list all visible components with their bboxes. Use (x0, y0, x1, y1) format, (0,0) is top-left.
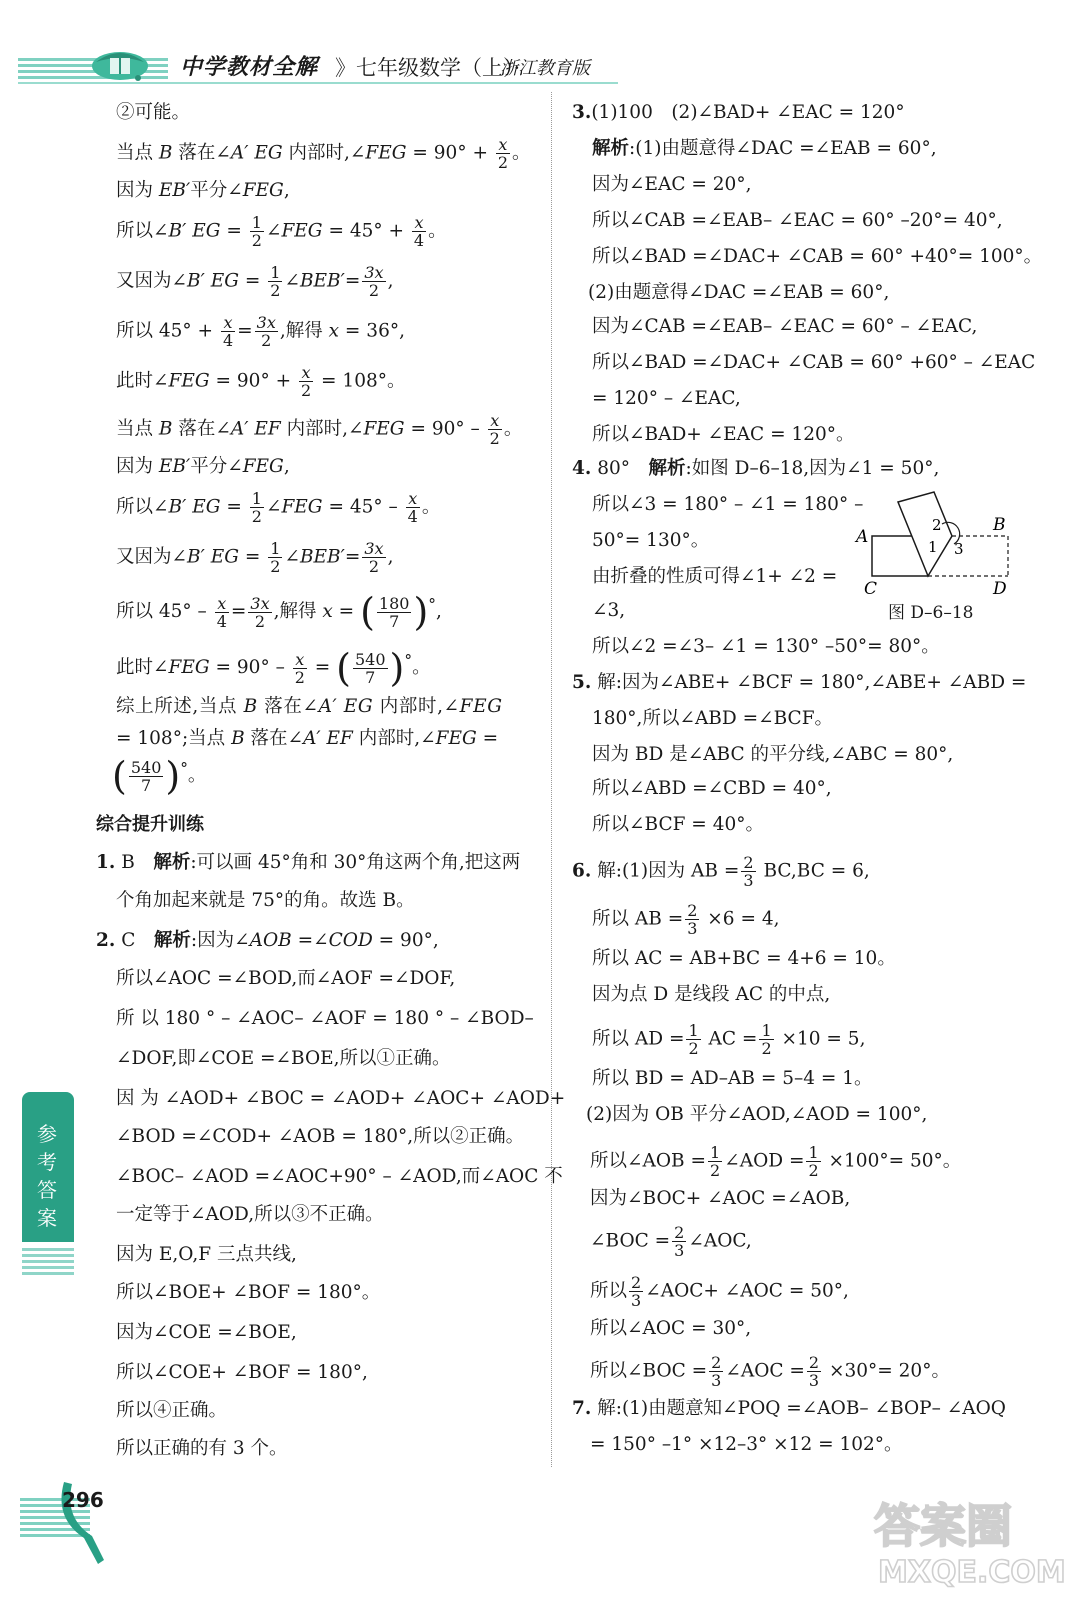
text-line: (2)由题意得∠DAC =∠EAB = 60°, (588, 282, 890, 303)
fraction: $\frac{2}{3}$ (631, 1273, 642, 1310)
fraction: $\frac{2}{3}$ (743, 853, 754, 890)
figure-caption: 图 D–6–18 (888, 603, 974, 623)
text-line: ∠BOC = $\frac{2}{3}$ ∠AOC, (590, 1223, 752, 1260)
fraction: $\frac{3x}{2}$ (364, 539, 384, 576)
watermark-logo (860, 1490, 1070, 1590)
text-line: 因为∠BOC+ ∠AOC =∠AOB, (590, 1188, 851, 1209)
text-line: 所以∠3 = 180° – ∠1 = 180° – (592, 494, 864, 515)
fraction: $\frac{1}{2}$ (251, 489, 262, 526)
fraction: $\frac{3x}{2}$ (250, 593, 270, 631)
fraction: $\frac{540}{7}$ (130, 757, 162, 795)
text-line: ∠BOC– ∠AOD =∠AOC+90° – ∠AOD,而∠AOC 不 (116, 1166, 563, 1187)
fraction: $\frac{x}{2}$ (497, 135, 509, 172)
text-line: ( $\frac{540}{7}$ )°。 (112, 754, 207, 799)
text-line: 因 为 ∠AOD+ ∠BOC = ∠AOD+ ∠AOC+ ∠AOD+ (116, 1088, 566, 1109)
label-B: B (993, 515, 1006, 535)
fraction: $\frac{x}{4}$ (222, 313, 234, 350)
text-line: 由折叠的性质可得∠1+ ∠2 = (592, 566, 838, 587)
label-C: C (864, 579, 878, 599)
fraction: $\frac{2}{3}$ (711, 1353, 722, 1390)
text-line: 5. 解:因为∠ABE+ ∠BCF = 180°,∠ABE+ ∠ABD = (572, 672, 1027, 693)
text-line: 当点 B 落在∠A′ EG 内部时,∠FEG = 90° + $\frac{x}{2}$ 。 (116, 135, 531, 172)
text-line: 所以∠CAB =∠EAB– ∠EAC = 60° –20°= 40°, (592, 210, 1003, 231)
text-line: 所以④正确。 (116, 1400, 228, 1421)
text-line: 解析:(1)由题意得∠DAC =∠EAB = 60°, (592, 138, 937, 159)
text-line: 7. 解:(1)由题意知∠POQ =∠AOB– ∠BOP– ∠AOQ (572, 1398, 1006, 1419)
text-line: 个角加起来就是 75°的角。故选 B。 (116, 890, 415, 911)
text-line: = 108°;当点 B 落在∠A′ EF 内部时,∠FEG = (116, 728, 499, 749)
text-line: 所以 45° + $\frac{x}{4}$ = $\frac{3x}{2}$ ,解得 x = 36°, (116, 313, 405, 350)
text-line: 此时∠FEG = 90° – $\frac{x}{2}$ = ( $\frac{540}{7}$ )°。 (116, 646, 431, 691)
fraction: $\frac{x}{4}$ (407, 489, 418, 526)
text-line: ∠3, (592, 600, 626, 621)
text-line: 所以正确的有 3 个。 (116, 1438, 288, 1459)
label-D: D (993, 579, 1007, 599)
text-line: 综上所述,当点 B 落在∠A′ EG 内部时,∠FEG (116, 696, 503, 717)
fraction: $\frac{2}{3}$ (687, 901, 698, 938)
fraction: $\frac{1}{2}$ (688, 1021, 699, 1058)
text-line: 所以∠B′ EG = $\frac{1}{2}$ ∠FEG = 45° – $\frac{x}{4}$ 。 (116, 489, 441, 526)
fraction: $\frac{1}{2}$ (710, 1143, 721, 1180)
fraction: $\frac{x}{2}$ (489, 411, 500, 448)
text-line: 所以∠AOC = 30°, (590, 1318, 752, 1339)
fold-diagram (850, 484, 1020, 604)
section-heading: 综合提升训练 (96, 814, 204, 835)
fraction: $\frac{x}{4}$ (413, 213, 425, 250)
text-line: 1. B 解析:可以画 45°角和 30°角这两个角,把这两 (96, 852, 521, 873)
text-line: 所以 BD = AD–AB = 5–4 = 1。 (592, 1068, 873, 1089)
fraction: $\frac{1}{2}$ (808, 1143, 819, 1180)
text-line: 所以∠BAD+ ∠EAC = 120°。 (592, 424, 855, 445)
fraction: $\frac{1}{2}$ (251, 213, 262, 250)
text-line: 因为 EB′平分∠FEG, (116, 456, 290, 477)
fraction: $\frac{2}{3}$ (808, 1353, 820, 1390)
text-line: (2)因为 OB 平分∠AOD,∠AOD = 100°, (586, 1104, 928, 1125)
tab-stripes (22, 1248, 74, 1278)
text-line: 50°= 130°。 (592, 530, 710, 551)
label-angle-1: 1 (928, 538, 938, 556)
text-line: 因为∠EAC = 20°, (592, 174, 752, 195)
answer-key-tab-label: 参考答案 (37, 1122, 57, 1230)
text-line: 又因为∠B′ EG = $\frac{1}{2}$ ∠BEB′= $\frac{3x}{2}$ , (116, 539, 394, 576)
label-angle-2: 2 (932, 516, 942, 534)
fraction: $\frac{1}{2}$ (270, 263, 281, 300)
text-line: 所以∠2 =∠3– ∠1 = 130° –50°= 80°。 (592, 636, 940, 657)
book-title: 中学教材全解 (180, 54, 319, 80)
text-line: 所以∠B′ EG = $\frac{1}{2}$ ∠FEG = 45° + $\frac{x}{4}$ 。 (116, 213, 447, 250)
fraction: $\frac{x}{4}$ (216, 593, 227, 631)
text-line: 所以∠COE+ ∠BOF = 180°, (116, 1362, 368, 1383)
fraction: $\frac{1}{2}$ (761, 1021, 772, 1058)
text-line: 所以∠ABD =∠CBD = 40°, (592, 778, 832, 799)
label-A: A (856, 527, 869, 547)
watermark-text-cn: 答案圈 (874, 1499, 1012, 1553)
text-line: 所以 AB = $\frac{2}{3}$ ×6 = 4, (592, 901, 780, 938)
text-line: ∠BOD =∠COD+ ∠AOB = 180°,所以②正确。 (116, 1126, 525, 1147)
text-line: 所以∠AOC =∠BOD,而∠AOF =∠DOF, (116, 968, 456, 989)
text-line: 因为 EB′平分∠FEG, (116, 180, 290, 201)
text-line: 所以∠BOE+ ∠BOF = 180°。 (116, 1282, 381, 1303)
book-subtitle: 》七年级数学（上）· (335, 56, 521, 80)
text-line: 4. 80° 解析:如图 D–6–18,因为∠1 = 50°, (572, 458, 940, 479)
fraction: $\frac{3x}{2}$ (256, 313, 276, 350)
folded-flap (898, 492, 952, 576)
fraction: $\frac{540}{7}$ (355, 649, 386, 687)
text-line: ②可能。 (116, 102, 191, 123)
text-line: 所以∠BCF = 40°。 (592, 814, 764, 835)
text-line: 3.(1)100 (2)∠BAD+ ∠EAC = 120° (572, 102, 905, 123)
text-line: 所以 AD = $\frac{1}{2}$ AC = $\frac{1}{2}$ ×10 = 5, (592, 1021, 866, 1058)
text-line: 6. 解:(1)因为 AB = $\frac{2}{3}$ BC,BC = 6, (572, 853, 870, 890)
text-line: 所 以 180 ° – ∠AOC– ∠AOF = 180 ° – ∠BOD– (116, 1008, 534, 1029)
fraction: $\frac{3x}{2}$ (364, 263, 384, 300)
book-logo-icon (88, 40, 152, 84)
text-line: 所以∠BOC = $\frac{2}{3}$ ∠AOC = $\frac{2}{3}$ ×30°= 20°。 (590, 1353, 950, 1390)
fraction: $\frac{2}{3}$ (674, 1223, 685, 1260)
text-line: 因为∠COE =∠BOE, (116, 1322, 297, 1343)
text-line: = 150° –1° ×12–3° ×12 = 102°。 (590, 1434, 903, 1455)
column-divider (551, 92, 552, 1467)
text-line: 所以 45° – $\frac{x}{4}$ = $\frac{3x}{2}$ ,解得 x = ( $\frac{180}{7}$ )°, (116, 590, 442, 635)
page-number: 296 (62, 1488, 104, 1512)
text-line: 因为点 D 是线段 AC 的中点, (592, 984, 831, 1005)
fraction: $\frac{180}{7}$ (378, 593, 410, 631)
text-line: 因为∠CAB =∠EAB– ∠EAC = 60° – ∠EAC, (592, 316, 978, 337)
text-line: 此时∠FEG = 90° + $\frac{x}{2}$ = 108°。 (116, 363, 406, 400)
text-line: 因为 BD 是∠ABC 的平分线,∠ABC = 80°, (592, 744, 954, 765)
text-line: 一定等于∠AOD,所以③不正确。 (116, 1204, 384, 1225)
text-line: 所以 AC = AB+BC = 4+6 = 10。 (592, 948, 896, 969)
text-line: 180°,所以∠ABD =∠BCF。 (592, 708, 834, 729)
text-line: 又因为∠B′ EG = $\frac{1}{2}$ ∠BEB′= $\frac{3x}{2}$ , (116, 263, 394, 300)
watermark-text-url: MXQE.COM (878, 1555, 1066, 1590)
fraction: $\frac{x}{2}$ (294, 649, 305, 687)
publisher: 浙江教育版 (500, 58, 590, 79)
text-line: 所以∠BAD =∠DAC+ ∠CAB = 60° +40°= 100°。 (592, 246, 1043, 267)
text-line: 当点 B 落在∠A′ EF 内部时,∠FEG = 90° – $\frac{x}{2}$ 。 (116, 411, 523, 448)
label-angle-3: 3 (954, 540, 964, 558)
fraction: $\frac{x}{2}$ (300, 363, 312, 400)
text-line: 因为 E,O,F 三点共线, (116, 1244, 297, 1265)
text-line: 所以∠AOB = $\frac{1}{2}$ ∠AOD = $\frac{1}{2}$ ×100°= 50°。 (590, 1143, 962, 1180)
text-line: 所以 $\frac{2}{3}$ ∠AOC+ ∠AOC = 50°, (590, 1273, 849, 1310)
page-header (0, 0, 1083, 88)
text-line: 2. C 解析:因为∠AOB =∠COD = 90°, (96, 930, 439, 951)
text-line: ∠DOF,即∠COE =∠BOE,所以①正确。 (116, 1048, 451, 1069)
fraction: $\frac{1}{2}$ (270, 539, 281, 576)
text-line: 所以∠BAD =∠DAC+ ∠CAB = 60° +60° – ∠EAC (592, 352, 1036, 373)
text-line: = 120° – ∠EAC, (592, 388, 741, 409)
